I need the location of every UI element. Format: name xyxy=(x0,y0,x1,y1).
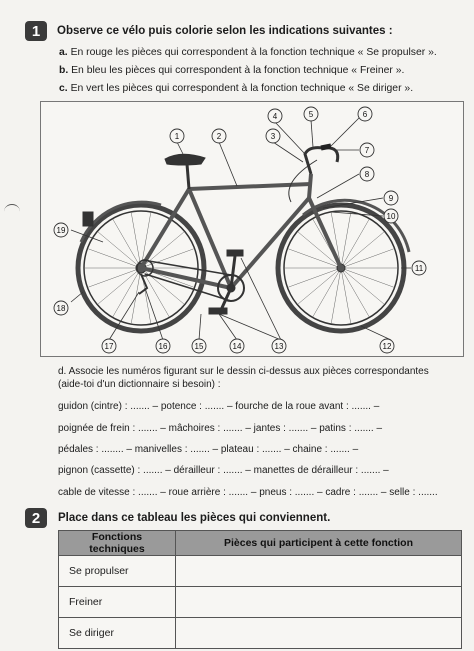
header-parts: Pièces qui participent à cette fonction xyxy=(176,531,462,556)
fill-line-5: cable de vitesse : ....... – roue arrière : ....... – pneus : ....... – cadre : ....... – selle : ....... xyxy=(58,487,438,498)
svg-text:10: 10 xyxy=(386,212,396,221)
callout-12 xyxy=(380,339,394,353)
callout-15 xyxy=(192,339,206,353)
question-d-line-1: d. Associe les numéros figurant sur le dessin ci-dessus aux pièces correspondantes xyxy=(58,366,429,377)
callout-16 xyxy=(156,339,170,353)
callout-10 xyxy=(384,209,398,223)
svg-text:2: 2 xyxy=(216,132,222,141)
svg-text:8: 8 xyxy=(364,170,370,179)
answer-cell-freiner[interactable] xyxy=(176,587,462,618)
functions-table xyxy=(58,530,462,649)
svg-text:3: 3 xyxy=(270,132,276,141)
instruction-a xyxy=(59,47,437,58)
answer-cell-se-propulser[interactable] xyxy=(176,556,462,587)
header-functions: Fonctions techniques xyxy=(59,531,176,556)
callout-4 xyxy=(268,109,282,123)
callout-19 xyxy=(54,223,68,237)
fill-line-2: poignée de frein : ....... – mâchoires : ....... – jantes : ....... – patins : ....... – xyxy=(58,423,383,434)
exercise-1-number: 1 xyxy=(31,22,41,40)
fill-line-4: pignon (cassette) : ....... – dérailleur : ....... – manettes de dérailleur : ....... – xyxy=(58,465,389,476)
instruction-b xyxy=(59,65,404,76)
bicycle-figure xyxy=(40,101,464,357)
table-header-row xyxy=(59,531,462,556)
fill-line-1: guidon (cintre) : ....... – potence : ....... – fourche de la roue avant : ....... – xyxy=(58,401,380,412)
svg-text:19: 19 xyxy=(56,226,66,235)
question-d-line-2: (aide-toi d'un dictionnaire si besoin) : xyxy=(58,379,221,390)
margin-mark xyxy=(4,204,20,219)
callout-9 xyxy=(384,191,398,205)
instruction-c xyxy=(59,83,413,94)
svg-text:11: 11 xyxy=(414,264,424,273)
svg-text:5: 5 xyxy=(308,110,314,119)
svg-text:12: 12 xyxy=(382,342,392,351)
callout-2 xyxy=(212,129,226,143)
callout-6 xyxy=(358,107,372,121)
callout-7 xyxy=(360,143,374,157)
svg-text:7: 7 xyxy=(364,146,370,155)
svg-text:4: 4 xyxy=(272,112,278,121)
svg-text:18: 18 xyxy=(56,304,66,313)
fill-line-3: pédales : ........ – manivelles : ....... – plateau : ....... – chaine : ....... – xyxy=(58,444,359,455)
callout-8 xyxy=(360,167,374,181)
table-row xyxy=(59,618,462,649)
instruction-b-text: En bleu les pièces qui correspondent à la fonction technique « Freiner ». xyxy=(71,65,405,76)
bicycle-drawing xyxy=(41,102,465,358)
table-row xyxy=(59,556,462,587)
exercise-1-badge xyxy=(25,21,47,41)
answer-cell-se-diriger[interactable] xyxy=(176,618,462,649)
instruction-a-letter: a. xyxy=(59,47,68,58)
instruction-a-text: En rouge les pièces qui correspondent à la fonction technique « Se propulser ». xyxy=(70,47,437,58)
svg-text:13: 13 xyxy=(274,342,284,351)
callout-17 xyxy=(102,339,116,353)
svg-text:17: 17 xyxy=(104,342,114,351)
callout-1 xyxy=(170,129,184,143)
exercise-2-badge xyxy=(25,508,47,528)
instruction-b-letter: b. xyxy=(59,65,69,76)
frame xyxy=(141,174,341,288)
row-label-se-diriger: Se diriger xyxy=(59,618,176,649)
callout-13 xyxy=(272,339,286,353)
exercise-1-heading: Observe ce vélo puis colorie selon les indications suivantes : xyxy=(57,25,393,37)
row-label-se-propulser: Se propulser xyxy=(59,556,176,587)
callout-3 xyxy=(266,129,280,143)
callout-18 xyxy=(54,301,68,315)
svg-text:9: 9 xyxy=(388,194,394,203)
callout-5 xyxy=(304,107,318,121)
svg-text:15: 15 xyxy=(194,342,204,351)
svg-text:14: 14 xyxy=(232,342,242,351)
table-row xyxy=(59,587,462,618)
row-label-freiner: Freiner xyxy=(59,587,176,618)
instruction-c-letter: c. xyxy=(59,83,68,94)
callout-14 xyxy=(230,339,244,353)
svg-text:6: 6 xyxy=(362,110,368,119)
exercise-2-number: 2 xyxy=(31,509,41,527)
callout-11 xyxy=(412,261,426,275)
svg-text:1: 1 xyxy=(174,132,180,141)
exercise-2-heading: Place dans ce tableau les pièces qui conviennent. xyxy=(58,512,331,524)
instruction-c-text: En vert les pièces qui correspondent à la fonction technique « Se diriger ». xyxy=(70,83,414,94)
svg-text:16: 16 xyxy=(158,342,168,351)
